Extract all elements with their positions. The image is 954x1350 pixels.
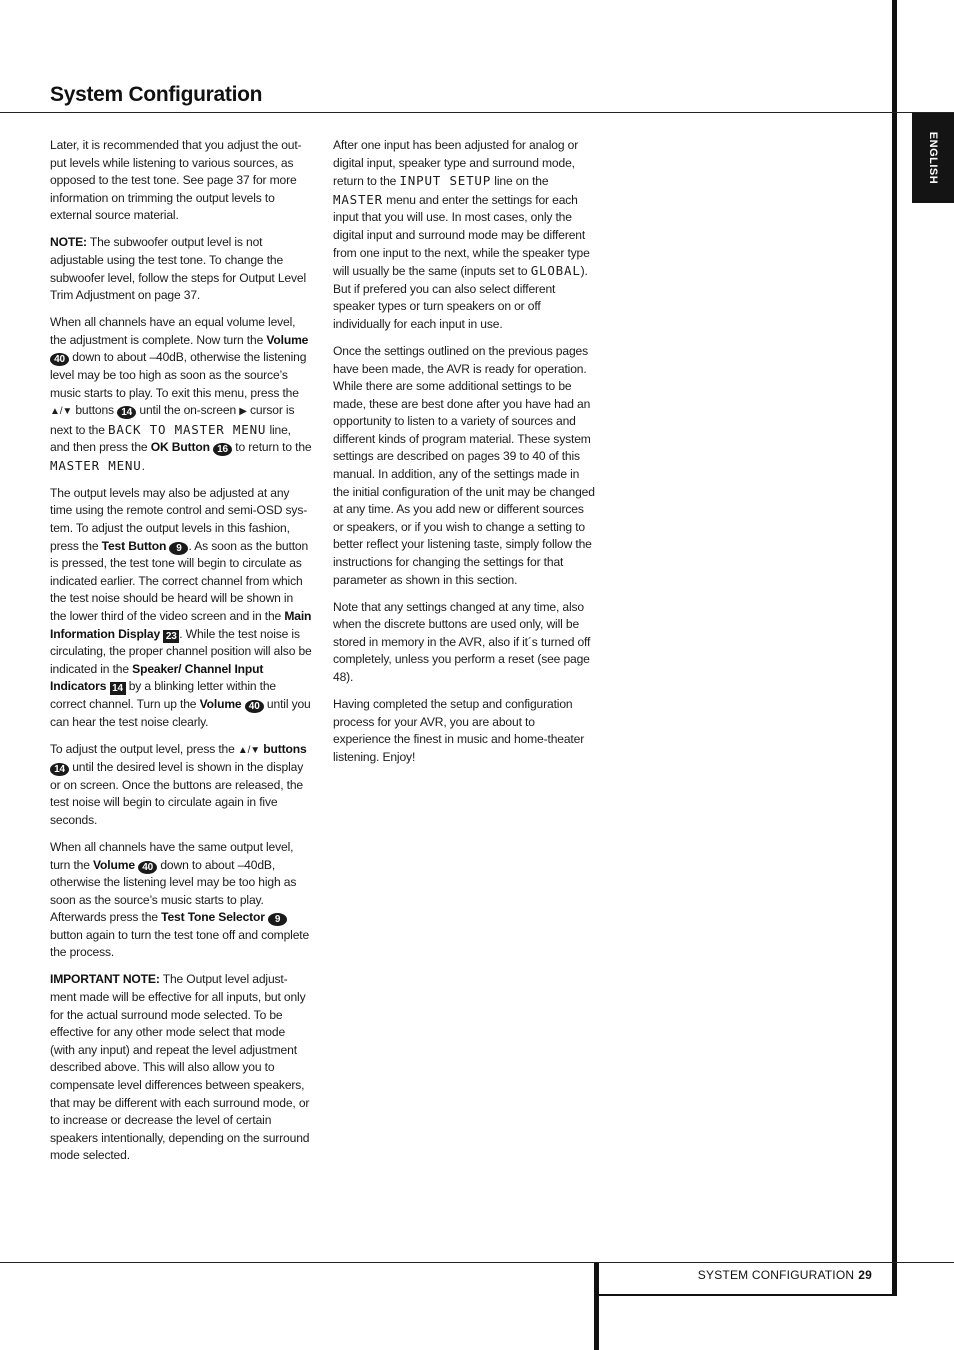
paragraph: Once the settings outlined on the previous pages have been made, the AVR is ready for operation. While there are some additional settings to be made, these are best done after you have had an opportunity to listen to a variety of sources and different kinds of program material. These system settings are described on pages 39 to 40 of this manual. In addition, any of the settings made in the initial configuration of the unit may be changed at any time. As you add new or different sources or speakers, or if you wish to change a setting to better reflect your listening taste, simply follow the instructions for changing the settings for that parameter as shown in this section. bbox=[333, 343, 595, 587]
language-tab-label: ENGLISH bbox=[927, 131, 939, 185]
paragraph: Note that any settings changed at any time, also when the discrete buttons are used only, will be stored in memory in the AVR, also if it´s turned off completely, unless you perform a reset (see page 48). bbox=[333, 599, 591, 684]
footer-underline bbox=[594, 1294, 896, 1296]
language-tab bbox=[912, 113, 954, 203]
indicator-number-badge: 14 bbox=[110, 682, 126, 695]
up-down-arrow-icon: ▲/▼ bbox=[50, 406, 73, 418]
header-rule bbox=[0, 112, 954, 113]
paragraph: Having completed the setup and configuration process for your AVR, you are about to experience the finest in music and home-theater listening. Enjoy! bbox=[333, 696, 585, 764]
cursor-arrow-icon: ▶ bbox=[239, 406, 247, 418]
left-column bbox=[50, 137, 312, 1174]
paragraph: Later, it is recommended that you adjust the out-put levels while listening to various sources, as opposed to the test tone. See page 37 for more information on trimming the output levels to external source material. bbox=[50, 138, 302, 223]
control-number-badge: 14 bbox=[50, 763, 69, 776]
menu-name: MASTER bbox=[333, 191, 383, 207]
paragraph: To adjust the output level, press the ▲/▼ buttons 14 until the desired level is shown in the display or on screen. Once the buttons are released, the test noise will begin to circulate again in five seconds. bbox=[50, 741, 307, 827]
control-number-badge: 40 bbox=[138, 861, 157, 874]
right-column bbox=[333, 137, 595, 776]
menu-name: GLOBAL bbox=[530, 263, 581, 279]
right-edge-bar bbox=[892, 0, 897, 1296]
footer-section-name: SYSTEM CONFIGURATION bbox=[697, 1268, 855, 1282]
menu-name: INPUT SETUP bbox=[399, 173, 492, 189]
paragraph: When all channels have an equal volume level, the adjustment is complete. Now turn the Volume 40 down to about –40dB, otherwise the listening level may be too high as soon as the source’s music starts to play. To exit this menu, press the ▲/▼ buttons 14 until the on-screen ▶ cursor is next to the BACK TO MASTER MENU line, and then press the OK Button 16 to return to the MASTER MENU. bbox=[50, 315, 312, 473]
control-number-badge: 9 bbox=[268, 913, 287, 926]
control-number-badge: 9 bbox=[169, 542, 188, 555]
control-number-badge: 16 bbox=[213, 443, 232, 456]
indicator-number-badge: 23 bbox=[163, 630, 179, 643]
paragraph: The output levels may also be adjusted at any time using the remote control and semi-OSD sys-tem. To adjust the output levels in this fashion, press the Test Button 9 . As soon as the button is pressed, the test tone will begin to circulate as indicated earlier. The correct channel from which the test noise should be heard will be shown in the lower third of the video screen and in the Main Information Display 23 . While the test noise is circulating, the proper channel position will also be indicated in the Speaker/ Channel Input Indicators 14 by a blinking letter within the correct channel. Turn up the Volume 40 until you can hear the test noise clearly. bbox=[50, 485, 312, 729]
menu-name: MASTER MENU bbox=[50, 457, 142, 473]
control-number-badge: 40 bbox=[50, 353, 69, 366]
paragraph: After one input has been adjusted for analog or digital input, speaker type and surround mode, return to the INPUT SETUP line on the MASTER menu and enter the settings for each input that you will use. In most cases, only the digital input and surround mode may be different from one input to the next, while the speaker type will usually be the same (inputs set to GLOBAL). But if prefered you can also select different speaker types or turn speakers on or off individually for each input in use. bbox=[333, 138, 590, 331]
page-number: 29 bbox=[858, 1268, 872, 1282]
paragraph: IMPORTANT NOTE: The Output level adjust-ment made will be effective for all inputs, but only for the actual surround mode selected. To be effective for any other mode select that mode (with any input) and repeat the level adjustment described above. This will also allow you to compensate level differences between speakers, that may be different with each surround mode, or to increase or decrease the level of certain speakers intentionally, depending on the surround mode selected. bbox=[50, 972, 310, 1163]
paragraph: When all channels have the same output level, turn the Volume 40 down to about –40dB, otherwise the listening level may be too high as soon as the source’s music starts to play. Afterwards press the Test Tone Selector 9 button again to turn the test tone off and complete the process. bbox=[50, 839, 310, 960]
control-number-badge: 40 bbox=[245, 700, 264, 713]
menu-name: BACK TO MASTER MENU bbox=[108, 421, 267, 437]
control-number-badge: 14 bbox=[117, 406, 136, 419]
page-title: System Configuration bbox=[50, 83, 263, 106]
footer-page-label bbox=[600, 1268, 872, 1282]
up-down-arrow-icon: ▲/▼ bbox=[237, 744, 261, 756]
footer-divider-bar bbox=[594, 1262, 599, 1350]
footer-rule bbox=[0, 1262, 954, 1263]
paragraph: NOTE: The subwoofer output level is not adjustable using the test tone. To change the subwoofer level, follow the steps for Output Level Trim Adjustment on page 37. bbox=[50, 235, 307, 303]
